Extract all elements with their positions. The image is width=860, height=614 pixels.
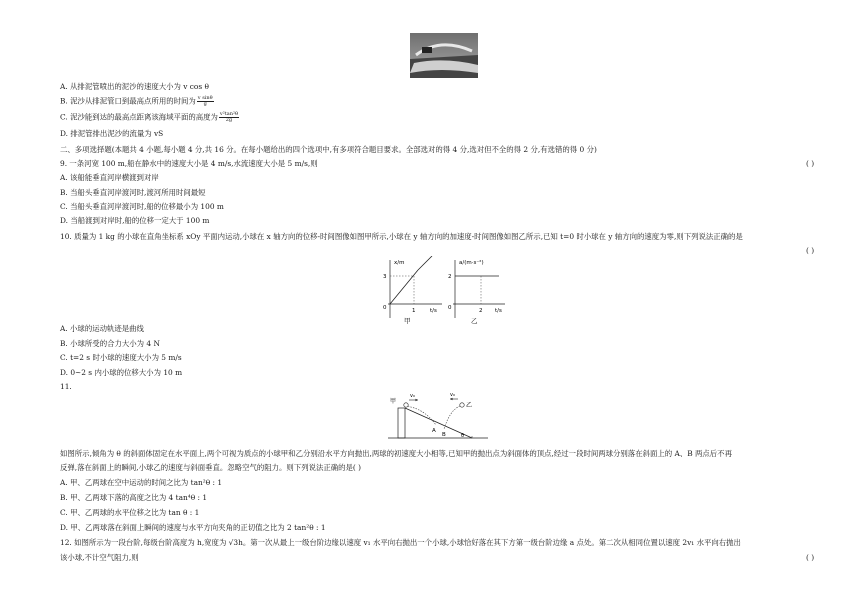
q10-graph-b (447, 256, 537, 326)
q9-option-c: C. 当船头垂直河岸渡河时,船的位移最小为 100 m (60, 202, 224, 211)
origin: 0 (383, 305, 387, 311)
ball-yi (460, 403, 464, 407)
svg-text:v₀: v₀ (450, 392, 455, 398)
q9-stem: 9. 一条河宽 100 m,船在静水中的速度大小是 4 m/s,水流速度大小是 5 m/s,则 (60, 159, 318, 168)
q9-option-a: A. 该船能垂直河岸横渡到对岸 (60, 173, 159, 182)
xtick: 1 (412, 308, 416, 314)
q8-option-c: C. 泥沙能到达的最高点距离该海域平面的高度为 $\frac{\text{v²tan²θ}}{2g}$ (60, 111, 238, 123)
q10-option-c: C. t=2 s 时小球的速度大小为 5 m/s (60, 353, 182, 362)
svg-text:B: B (442, 432, 446, 438)
q12-stem-line2: 该小球,不计空气阻力,则 (60, 553, 139, 562)
xtick: 2 (479, 308, 483, 314)
caption: 乙 (471, 317, 478, 325)
q10-option-b: B. 小球所受的合力大小为 4 N (60, 339, 160, 348)
svg-text:θ: θ (461, 433, 465, 439)
svg-text:A: A (432, 428, 436, 434)
section-2-heading: 二、多项选择题(本题共 4 小题,每小题 4 分,共 16 分。在每小题给出的四个选项中,有多项符合题目要求。全部选对的得 4 分,选对但不全的得 2 分,有选错的得 0 分) (60, 145, 597, 154)
q9-option-d: D. 当船渡到对岸时,船的位移一定大于 100 m (60, 216, 210, 225)
caption: 甲 (404, 317, 411, 325)
ytick: 2 (448, 274, 452, 280)
q10-option-d: D. 0~2 s 内小球的位移大小为 10 m (60, 368, 183, 377)
origin: 0 (448, 305, 452, 311)
trajectory-yi (444, 406, 460, 429)
q9-answer-paren: ( ) (806, 159, 815, 168)
q11-option-a: A. 甲、乙两球在空中运动的时间之比为 tan²θ : 1 (60, 478, 223, 487)
xlabel: t/s (495, 308, 502, 314)
q12-stem-line1: 12. 如图所示为一段台阶,每级台阶高度为 h,宽度为 √3h。第一次从最上一级台阶边缘以速度 v₁ 水平向右抛出一个小球,小球恰好落在其下方第一级台阶边缘 a 点处。第二次从相同位置以速度 2v₁ 水平向右抛出 (60, 538, 741, 547)
q8-option-a: A. 从排泥管喷出的泥沙的速度大小为 v cos θ (60, 82, 209, 91)
trajectory-jia (405, 406, 436, 425)
q10-stem: 10. 质量为 1 kg 的小球在直角坐标系 xOy 平面内运动,小球在 x 轴方向的位移-时间图像如图甲所示,小球在 y 轴方向的加速度-时间图像如图乙所示,已知 t=0 时小球在 y 轴方向的速度为零,则下列说法正确的是 (60, 232, 743, 241)
q9-option-b: B. 当船头垂直河岸渡河时,渡河所用时间最短 (60, 188, 206, 197)
q11-incline-figure (388, 392, 528, 447)
ylabel: a/(m·s⁻²) (459, 260, 484, 266)
x-t-line (390, 270, 418, 304)
q11-number: 11. (60, 382, 72, 391)
q11-stem-line2: 反弹,落在斜面上的瞬间,小球乙的速度与斜面垂直。忽略空气的阻力。则下列说法正确的是( ) (60, 463, 362, 472)
q11-option-c: C. 甲、乙两球的水平位移之比为 tan θ : 1 (60, 508, 200, 517)
ylabel: x/m (394, 260, 405, 266)
ytick: 3 (383, 274, 387, 280)
q10-answer-paren: ( ) (806, 246, 815, 255)
q10-option-a: A. 小球的运动轨迹是曲线 (60, 324, 144, 333)
svg-text:v₀: v₀ (410, 393, 415, 399)
dredger-photo (410, 33, 478, 78)
svg-text:乙: 乙 (466, 402, 473, 409)
svg-text:甲: 甲 (390, 398, 397, 405)
q12-answer-paren: ( ) (806, 553, 815, 562)
q11-option-b: B. 甲、乙两球下落的高度之比为 4 tan⁴θ : 1 (60, 493, 208, 502)
q8-option-b: B. 泥沙从排泥管口到最高点所用的时间为 $\frac{\text{v sinθ}}{g}$ (60, 95, 213, 107)
xlabel: t/s (430, 308, 437, 314)
ball-jia (404, 403, 408, 407)
q11-stem-line1: 如图所示,倾角为 θ 的斜面体固定在水平面上,两个可视为质点的小球甲和乙分别沿水平方向抛出,两球的初速度大小相等,已知甲的抛出点为斜面体的顶点,经过一段时间两球分别落在斜面上的 A、B 两点后不再 (60, 449, 732, 458)
q11-option-d: D. 甲、乙两球落在斜面上瞬间的速度与水平方向夹角的正切值之比为 2 tan²θ : 1 (60, 523, 326, 532)
launch-pillar (398, 408, 405, 438)
q8-option-d: D. 排泥管排出泥沙的流量为 vS (60, 129, 164, 138)
